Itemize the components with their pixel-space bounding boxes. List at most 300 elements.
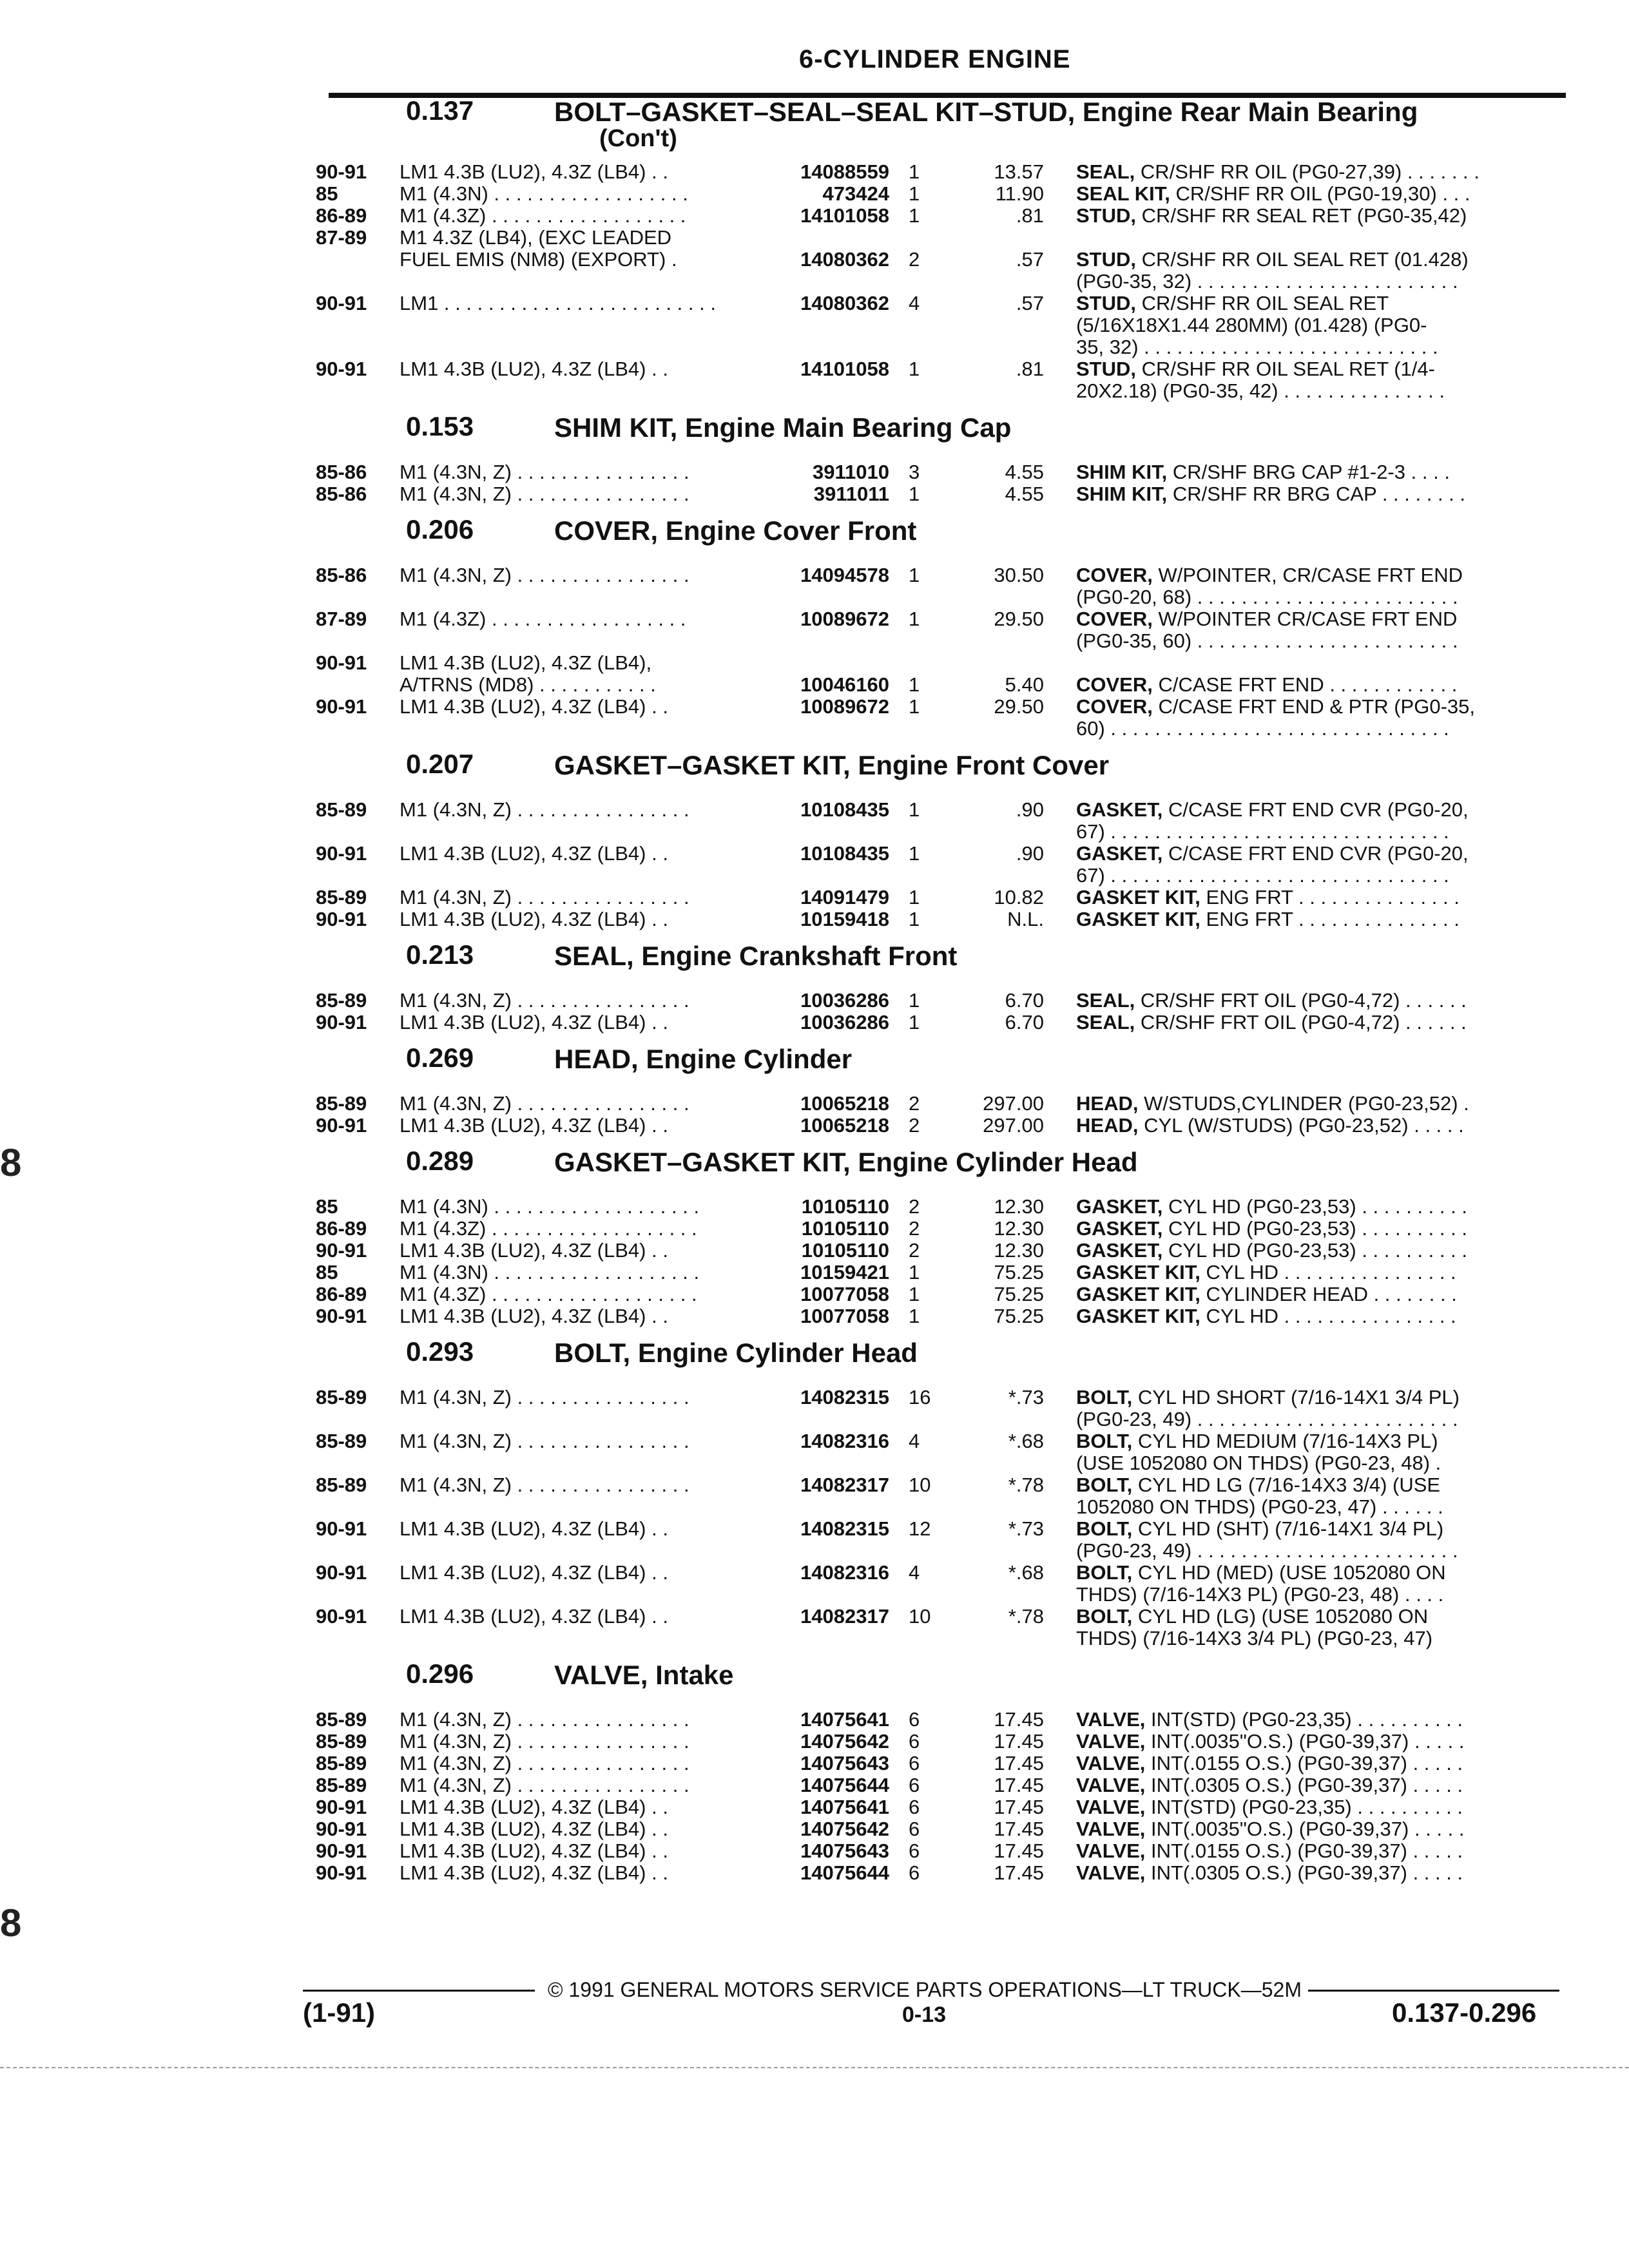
part-number: 10036286 (800, 1011, 889, 1033)
part-number: 3911011 (813, 483, 889, 505)
part-years: 85-89 (316, 1708, 367, 1731)
part-description: COVER, W/POINTER CR/CASE FRT END (1076, 608, 1458, 630)
part-row (316, 696, 1566, 718)
part-application: M1 (4.3N, Z) . . . . . . . . . . . . . . . . (400, 564, 689, 586)
part-number: 10089672 (800, 608, 889, 630)
part-years: 85 (316, 182, 338, 205)
part-row (316, 1628, 1566, 1649)
part-description: SHIM KIT, CR/SHF RR BRG CAP . . . . . . . . (1076, 483, 1466, 505)
part-number: 14088559 (800, 160, 889, 183)
part-number: 14082315 (800, 1517, 889, 1540)
part-price: 17.45 (994, 1861, 1044, 1884)
part-name: GASKET, (1076, 842, 1163, 865)
part-description: 67) . . . . . . . . . . . . . . . . . . . . . . . . . . . . . . . (1076, 864, 1449, 887)
part-row (316, 380, 1566, 402)
part-application: LM1 4.3B (LU2), 4.3Z (LB4) . . (400, 1240, 668, 1262)
part-name: GASKET KIT, (1076, 1283, 1200, 1305)
catalog-section (316, 1140, 1566, 1331)
part-row (316, 1093, 1566, 1115)
part-row (316, 271, 1566, 293)
part-quantity: 10 (909, 1605, 931, 1628)
section-number: 0.206 (406, 514, 474, 544)
part-years: 90-91 (316, 358, 367, 380)
part-name: SEAL, (1076, 989, 1135, 1012)
part-description: (PG0-35, 32) . . . . . . . . . . . . . . . . . . . . . . . . (1076, 270, 1458, 293)
part-price: 17.45 (994, 1752, 1044, 1774)
part-row (316, 314, 1566, 336)
part-years: 85-89 (316, 1092, 367, 1115)
part-number: 10108435 (800, 798, 889, 821)
section-title (554, 1338, 918, 1369)
part-years: 85-89 (316, 1730, 367, 1753)
part-row (316, 843, 1566, 865)
footer-date: (1-91) (303, 1997, 376, 2028)
part-row (316, 183, 1566, 205)
part-years: 86-89 (316, 1217, 367, 1240)
part-row (316, 1840, 1566, 1862)
part-price: 17.45 (994, 1840, 1044, 1862)
part-application: LM1 4.3B (LU2), 4.3Z (LB4) . . (400, 1562, 668, 1584)
part-quantity: 4 (909, 1561, 920, 1584)
catalog-section (316, 1331, 1566, 1653)
part-price: 6.70 (1005, 1011, 1044, 1033)
footer-copyright-line (303, 1978, 1559, 2004)
part-description: SEAL KIT, CR/SHF RR OIL (PG0-19,30) . . . (1076, 182, 1470, 205)
part-price: 4.55 (1005, 461, 1044, 483)
part-number: 10065218 (800, 1114, 889, 1137)
part-name: VALVE, (1076, 1708, 1146, 1731)
part-quantity: 1 (909, 1011, 920, 1033)
part-description: HEAD, W/STUDS,CYLINDER (PG0-23,52) . (1076, 1092, 1469, 1115)
part-description: GASKET, C/CASE FRT END CVR (PG0-20, (1076, 798, 1469, 821)
part-quantity: 1 (909, 1261, 920, 1283)
footer-rule (1308, 1990, 1559, 1992)
part-number: 14101058 (800, 204, 889, 227)
part-quantity: 1 (909, 483, 920, 505)
part-years: 90-91 (316, 160, 367, 183)
part-name: VALVE, (1076, 1730, 1146, 1753)
part-name: COVER, (1076, 673, 1153, 696)
part-name: STUD, (1076, 204, 1136, 227)
part-description: GASKET KIT, CYL HD . . . . . . . . . . . . . . . . (1076, 1261, 1456, 1283)
part-name: GASKET, (1076, 798, 1163, 821)
part-description: 35, 32) . . . . . . . . . . . . . . . . . . . . . . . . . . . (1076, 336, 1438, 358)
part-years: 87-89 (316, 608, 367, 630)
part-row (316, 1753, 1566, 1774)
part-price: .57 (1016, 248, 1044, 271)
part-description: GASKET, C/CASE FRT END CVR (PG0-20, (1076, 842, 1469, 865)
part-row (316, 1496, 1566, 1518)
part-quantity: 1 (909, 842, 920, 865)
part-row (316, 799, 1566, 821)
part-quantity: 1 (909, 1283, 920, 1305)
section-number: 0.137 (406, 95, 474, 126)
part-price: 10.82 (994, 886, 1044, 908)
section-heading (316, 509, 1566, 564)
part-application: M1 (4.3Z) . . . . . . . . . . . . . . . . . . (400, 608, 686, 630)
part-number: 14080362 (800, 292, 889, 314)
part-description: GASKET KIT, CYLINDER HEAD . . . . . . . . (1076, 1283, 1457, 1305)
part-application: M1 (4.3N, Z) . . . . . . . . . . . . . . . . (400, 1731, 689, 1753)
part-row (316, 821, 1566, 843)
part-row (316, 1196, 1566, 1218)
section-heading (316, 1653, 1566, 1709)
part-years: 90-91 (316, 908, 367, 930)
part-name: COVER, (1076, 695, 1153, 718)
part-row (316, 1796, 1566, 1818)
part-quantity: 1 (909, 160, 920, 183)
part-description: BOLT, CYL HD MEDIUM (7/16-14X3 PL) (1076, 1430, 1438, 1452)
part-years: 90-91 (316, 1011, 367, 1033)
part-number: 14075643 (800, 1752, 889, 1774)
part-quantity: 3 (909, 461, 920, 483)
part-price: .90 (1016, 798, 1044, 821)
part-description: (PG0-23, 49) . . . . . . . . . . . . . . . . . . . . . . . . (1076, 1408, 1458, 1430)
part-application: LM1 4.3B (LU2), 4.3Z (LB4) . . (400, 161, 668, 183)
part-number: 14094578 (800, 564, 889, 586)
part-application: M1 (4.3N, Z) . . . . . . . . . . . . . . . . (400, 1474, 689, 1496)
part-row (316, 358, 1566, 380)
part-quantity: 6 (909, 1774, 920, 1796)
part-quantity: 2 (909, 1114, 920, 1137)
part-row (316, 1218, 1566, 1240)
part-quantity: 1 (909, 358, 920, 380)
section-title (554, 97, 1418, 152)
part-description: GASKET, CYL HD (PG0-23,53) . . . . . . . . . . (1076, 1217, 1467, 1240)
section-title (554, 412, 1011, 443)
part-row (316, 586, 1566, 608)
part-application: M1 (4.3N, Z) . . . . . . . . . . . . . . . . (400, 1430, 689, 1452)
footer-page-number: 0-13 (902, 2003, 947, 2027)
part-price: .90 (1016, 842, 1044, 865)
part-price: 12.30 (994, 1195, 1044, 1218)
part-price: *.68 (1008, 1430, 1044, 1452)
part-price: 297.00 (983, 1092, 1044, 1115)
part-row (316, 1387, 1566, 1408)
part-application: M1 (4.3N) . . . . . . . . . . . . . . . . . . . (400, 1196, 700, 1218)
part-years: 85-89 (316, 1430, 367, 1452)
part-description: GASKET KIT, ENG FRT . . . . . . . . . . . . . . . (1076, 886, 1460, 908)
section-title-text: GASKET–GASKET KIT, Engine Cylinder Head (554, 1147, 1138, 1177)
section-title (554, 1044, 852, 1075)
footer-rule (303, 1990, 535, 1992)
catalog-section (316, 509, 1566, 744)
part-row (316, 161, 1566, 183)
section-number: 0.153 (406, 411, 474, 441)
part-description: VALVE, INT(.0305 O.S.) (PG0-39,37) . . . . . (1076, 1774, 1463, 1796)
part-description: GASKET, CYL HD (PG0-23,53) . . . . . . . . . . (1076, 1239, 1467, 1262)
part-quantity: 1 (909, 673, 920, 696)
part-application: M1 4.3Z (LB4), (EXC LEADED (400, 227, 672, 249)
part-name: BOLT, (1076, 1386, 1133, 1408)
section-spacer (316, 1884, 1566, 1888)
part-application: LM1 4.3B (LU2), 4.3Z (LB4) . . (400, 1862, 668, 1884)
part-application: LM1 4.3B (LU2), 4.3Z (LB4) . . (400, 1796, 668, 1818)
part-name: GASKET KIT, (1076, 886, 1200, 908)
part-name: GASKET KIT, (1076, 1305, 1200, 1327)
part-quantity: 1 (909, 798, 920, 821)
part-quantity: 6 (909, 1840, 920, 1862)
part-quantity: 1 (909, 695, 920, 718)
part-application: M1 (4.3N, Z) . . . . . . . . . . . . . . . . (400, 990, 689, 1012)
part-price: 17.45 (994, 1730, 1044, 1753)
part-name: GASKET, (1076, 1217, 1163, 1240)
part-application: M1 (4.3Z) . . . . . . . . . . . . . . . . . . . (400, 1218, 697, 1240)
part-application: M1 (4.3N) . . . . . . . . . . . . . . . . . . . (400, 1262, 700, 1283)
part-years: 90-91 (316, 1840, 367, 1862)
part-name: COVER, (1076, 564, 1153, 586)
section-heading (316, 744, 1566, 799)
part-application: LM1 4.3B (LU2), 4.3Z (LB4) . . (400, 908, 668, 930)
part-quantity: 2 (909, 1195, 920, 1218)
part-years: 90-91 (316, 292, 367, 314)
part-row (316, 1731, 1566, 1753)
part-quantity: 1 (909, 908, 920, 930)
part-years: 85 (316, 1261, 338, 1283)
part-row (316, 1262, 1566, 1283)
part-description: VALVE, INT(.0305 O.S.) (PG0-39,37) . . . . . (1076, 1861, 1463, 1884)
part-price: 75.25 (994, 1283, 1044, 1305)
part-quantity: 2 (909, 1092, 920, 1115)
page-title: 6-CYLINDER ENGINE (799, 45, 1071, 73)
part-name: SEAL, (1076, 160, 1135, 183)
part-price: 29.50 (994, 695, 1044, 718)
part-application: M1 (4.3N, Z) . . . . . . . . . . . . . . . . (400, 799, 689, 821)
part-quantity: 1 (909, 1305, 920, 1327)
part-years: 90-91 (316, 1114, 367, 1137)
part-description: COVER, C/CASE FRT END & PTR (PG0-35, (1076, 695, 1475, 718)
part-application: LM1 4.3B (LU2), 4.3Z (LB4) . . (400, 358, 668, 380)
section-title (554, 750, 1109, 781)
section-title-text: BOLT–GASKET–SEAL–SEAL KIT–STUD, Engine Rear Main Bearing (554, 97, 1418, 127)
part-price: 30.50 (994, 564, 1044, 586)
part-description: SEAL, CR/SHF FRT OIL (PG0-4,72) . . . . . . (1076, 1011, 1467, 1033)
part-name: BOLT, (1076, 1605, 1133, 1628)
section-number: 0.296 (406, 1658, 474, 1689)
part-row (316, 293, 1566, 314)
part-row (316, 1862, 1566, 1884)
part-description: STUD, CR/SHF RR OIL SEAL RET (1/4- (1076, 358, 1435, 380)
part-number: 10077058 (800, 1283, 889, 1305)
part-name: VALVE, (1076, 1861, 1146, 1884)
part-row (316, 483, 1566, 505)
part-application: M1 (4.3Z) . . . . . . . . . . . . . . . . . . . (400, 1283, 697, 1305)
part-row (316, 652, 1566, 674)
part-quantity: 6 (909, 1818, 920, 1840)
part-years: 85-89 (316, 1774, 367, 1796)
part-description: (USE 1052080 ON THDS) (PG0-23, 48) . (1076, 1452, 1441, 1474)
part-row (316, 1606, 1566, 1628)
part-number: 14082316 (800, 1561, 889, 1584)
part-number: 14075642 (800, 1818, 889, 1840)
part-years: 90-91 (316, 1818, 367, 1840)
part-row (316, 1452, 1566, 1474)
part-number: 10159421 (800, 1261, 889, 1283)
part-price: *.68 (1008, 1561, 1044, 1584)
part-application: LM1 4.3B (LU2), 4.3Z (LB4) . . (400, 1305, 668, 1327)
part-application: LM1 4.3B (LU2), 4.3Z (LB4) . . (400, 1840, 668, 1862)
footer-copyright: © 1991 GENERAL MOTORS SERVICE PARTS OPERATIONS—LT TRUCK—52M (548, 1978, 1302, 2001)
part-number: 14082316 (800, 1430, 889, 1452)
part-description: VALVE, INT(.0035"O.S.) (PG0-39,37) . . . . . (1076, 1818, 1465, 1840)
part-quantity: 1 (909, 989, 920, 1012)
part-number: 14075643 (800, 1840, 889, 1862)
part-years: 87-89 (316, 226, 367, 249)
part-description: VALVE, INT(.0155 O.S.) (PG0-39,37) . . . . . (1076, 1752, 1463, 1774)
part-description: 60) . . . . . . . . . . . . . . . . . . . . . . . . . . . . . . . (1076, 717, 1449, 740)
part-price: 6.70 (1005, 989, 1044, 1012)
part-years: 85-89 (316, 989, 367, 1012)
part-price: 29.50 (994, 608, 1044, 630)
part-row (316, 1283, 1566, 1305)
part-quantity: 1 (909, 182, 920, 205)
part-description: BOLT, CYL HD SHORT (7/16-14X1 3/4 PL) (1076, 1386, 1460, 1408)
part-price: 297.00 (983, 1114, 1044, 1137)
part-row (316, 1430, 1566, 1452)
part-name: BOLT, (1076, 1474, 1133, 1496)
part-application: M1 (4.3N, Z) . . . . . . . . . . . . . . . . (400, 1387, 689, 1408)
part-years: 85-89 (316, 1474, 367, 1496)
part-years: 90-91 (316, 1796, 367, 1818)
catalog-section (316, 744, 1566, 934)
part-application: LM1 . . . . . . . . . . . . . . . . . . . . . . . . . (400, 293, 716, 314)
part-number: 14082317 (800, 1605, 889, 1628)
part-description: COVER, C/CASE FRT END . . . . . . . . . . . . (1076, 673, 1458, 696)
part-name: GASKET, (1076, 1239, 1163, 1262)
part-description: COVER, W/POINTER, CR/CASE FRT END (1076, 564, 1463, 586)
section-subtitle: (Con't) (599, 125, 677, 152)
part-row (316, 1774, 1566, 1796)
section-heading (316, 1331, 1566, 1387)
part-row (316, 630, 1566, 652)
part-description: VALVE, INT(STD) (PG0-23,35) . . . . . . . . . . (1076, 1796, 1463, 1818)
part-application: M1 (4.3N, Z) . . . . . . . . . . . . . . . . (400, 461, 689, 483)
part-years: 85-86 (316, 564, 367, 586)
parts-catalog (316, 90, 1566, 1888)
part-application: M1 (4.3Z) . . . . . . . . . . . . . . . . . . (400, 205, 686, 227)
part-price: .81 (1016, 358, 1044, 380)
part-quantity: 1 (909, 886, 920, 908)
part-price: 12.30 (994, 1217, 1044, 1240)
part-name: BOLT, (1076, 1561, 1133, 1584)
part-quantity: 6 (909, 1752, 920, 1774)
part-number: 10036286 (800, 989, 889, 1012)
part-description: VALVE, INT(.0035"O.S.) (PG0-39,37) . . . . . (1076, 1730, 1465, 1753)
part-price: 4.55 (1005, 483, 1044, 505)
part-description: SEAL, CR/SHF RR OIL (PG0-27,39) . . . . . . . (1076, 160, 1480, 183)
section-title-text: SEAL, Engine Crankshaft Front (554, 941, 958, 971)
part-quantity: 6 (909, 1861, 920, 1884)
part-row (316, 1518, 1566, 1540)
part-number: 10046160 (800, 673, 889, 696)
part-years: 85-86 (316, 461, 367, 483)
margin-mark: 8 (0, 1901, 22, 1945)
footer-range: 0.137-0.296 (1392, 1997, 1537, 2028)
part-number: 14082315 (800, 1386, 889, 1408)
part-name: GASKET KIT, (1076, 908, 1200, 930)
part-price: *.73 (1008, 1517, 1044, 1540)
part-row (316, 1240, 1566, 1262)
part-row (316, 1012, 1566, 1033)
part-description: (PG0-35, 60) . . . . . . . . . . . . . . . . . . . . . . . . (1076, 629, 1458, 652)
part-application: M1 (4.3N) . . . . . . . . . . . . . . . . . . (400, 183, 688, 205)
part-price: *.78 (1008, 1605, 1044, 1628)
part-name: BOLT, (1076, 1430, 1133, 1452)
part-row (316, 1584, 1566, 1606)
part-quantity: 2 (909, 1217, 920, 1240)
part-description: BOLT, CYL HD (LG) (USE 1052080 ON (1076, 1605, 1429, 1628)
part-name: VALVE, (1076, 1796, 1146, 1818)
part-name: HEAD, (1076, 1092, 1139, 1115)
part-row (316, 1408, 1566, 1430)
part-description: 1052080 ON THDS) (PG0-23, 47) . . . . . . (1076, 1495, 1443, 1518)
section-heading (316, 406, 1566, 461)
section-number: 0.293 (406, 1336, 474, 1367)
part-quantity: 1 (909, 564, 920, 586)
part-description: STUD, CR/SHF RR OIL SEAL RET (1076, 292, 1389, 314)
part-row (316, 887, 1566, 908)
part-application: LM1 4.3B (LU2), 4.3Z (LB4) . . (400, 1115, 668, 1137)
part-row (316, 674, 1566, 696)
catalog-section (316, 406, 1566, 509)
part-years: 90-91 (316, 1239, 367, 1262)
part-price: 75.25 (994, 1261, 1044, 1283)
part-name: VALVE, (1076, 1818, 1146, 1840)
part-years: 85-89 (316, 1752, 367, 1774)
part-name: SEAL, (1076, 1011, 1135, 1033)
part-years: 85 (316, 1195, 338, 1218)
part-description: VALVE, INT(.0155 O.S.) (PG0-39,37) . . . . . (1076, 1840, 1463, 1862)
part-number: 10077058 (800, 1305, 889, 1327)
part-name: COVER, (1076, 608, 1153, 630)
part-price: 17.45 (994, 1774, 1044, 1796)
part-application: M1 (4.3N, Z) . . . . . . . . . . . . . . . . (400, 1709, 689, 1731)
part-quantity: 2 (909, 248, 920, 271)
part-name: GASKET, (1076, 1195, 1163, 1218)
section-number: 0.213 (406, 939, 474, 970)
part-application: LM1 4.3B (LU2), 4.3Z (LB4) . . (400, 843, 668, 865)
part-row (316, 227, 1566, 249)
part-row (316, 1305, 1566, 1327)
part-row (316, 205, 1566, 227)
part-description: BOLT, CYL HD (SHT) (7/16-14X1 3/4 PL) (1076, 1517, 1444, 1540)
part-years: 86-89 (316, 204, 367, 227)
part-name: VALVE, (1076, 1840, 1146, 1862)
part-price: 17.45 (994, 1818, 1044, 1840)
section-title-text: VALVE, Intake (554, 1660, 734, 1690)
section-heading (316, 1140, 1566, 1196)
section-title-text: HEAD, Engine Cylinder (554, 1044, 853, 1074)
part-application: LM1 4.3B (LU2), 4.3Z (LB4) . . (400, 1518, 668, 1540)
part-row (316, 1562, 1566, 1584)
part-description: (PG0-23, 49) . . . . . . . . . . . . . . . . . . . . . . . . (1076, 1539, 1458, 1562)
part-row (316, 336, 1566, 358)
part-name: SHIM KIT, (1076, 461, 1168, 483)
part-row (316, 1818, 1566, 1840)
part-description: GASKET, CYL HD (PG0-23,53) . . . . . . . . . . (1076, 1195, 1467, 1218)
part-years: 90-91 (316, 1517, 367, 1540)
part-description: STUD, CR/SHF RR SEAL RET (PG0-35,42) (1076, 204, 1467, 227)
part-years: 90-91 (316, 1861, 367, 1884)
part-row (316, 990, 1566, 1012)
part-row (316, 1474, 1566, 1496)
part-number: 14075644 (800, 1774, 889, 1796)
part-application: LM1 4.3B (LU2), 4.3Z (LB4) . . (400, 1818, 668, 1840)
part-price: 75.25 (994, 1305, 1044, 1327)
part-row (316, 865, 1566, 887)
part-price: N.L. (1007, 908, 1044, 930)
catalog-section (316, 1653, 1566, 1888)
